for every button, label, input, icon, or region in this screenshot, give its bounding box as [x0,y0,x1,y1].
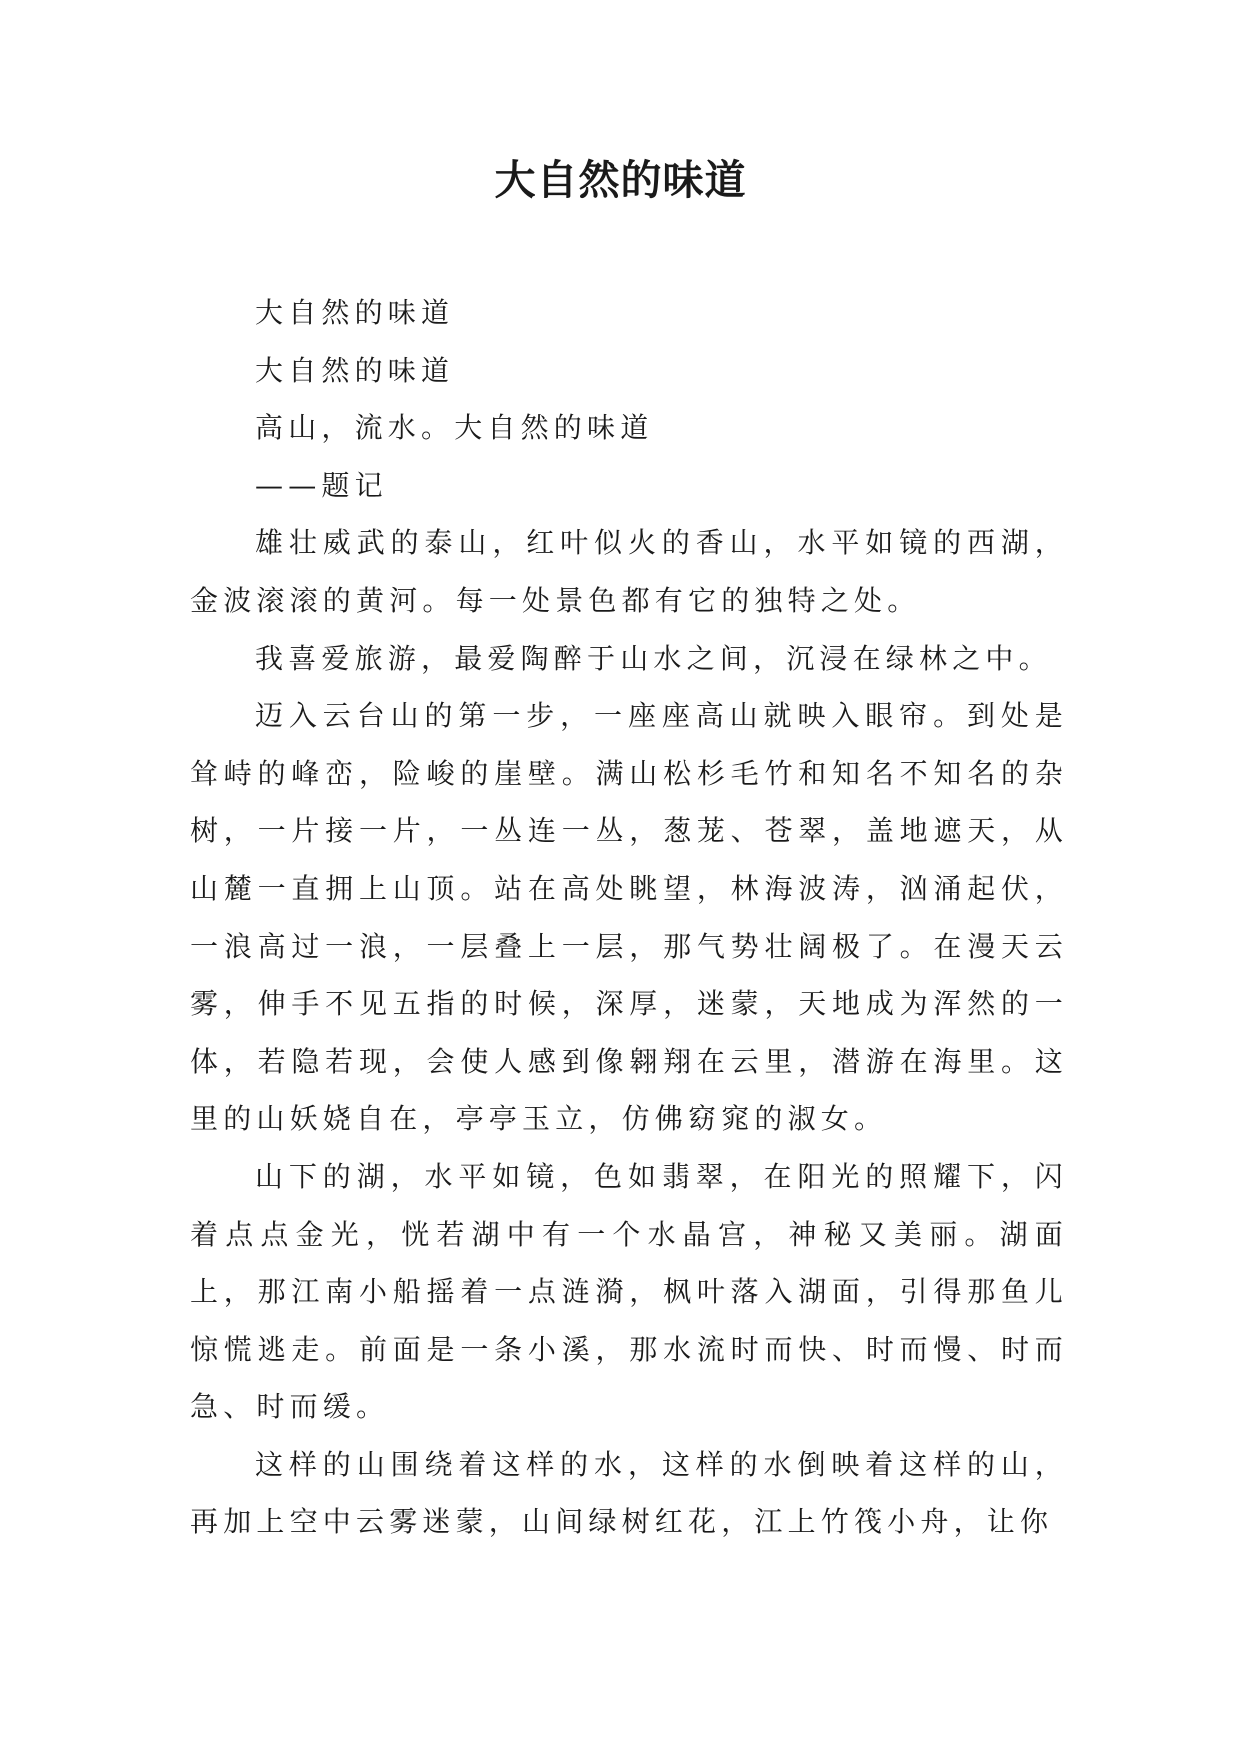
paragraph: 雄壮威武的泰山，红叶似火的香山，水平如镜的西湖，金波滚滚的黄河。每一处景色都有它的独特之处。 [190,526,1068,617]
paragraph: 大自然的味道 [255,353,455,387]
paragraph: 大自然的味道 [255,296,455,329]
epigraph-attribution: ——题记 [255,468,388,502]
document-title: 大自然的味道 [494,156,747,204]
paragraph: 迈入云台山的第一步，一座座高山就映入眼帘。到处是耸峙的峰峦，险峻的崖壁。满山松杉毛竹和知名不知名的杂树，一片接一片，一丛连一丛，葱茏、苍翠，盖地遮天，从山麓一直拥上山顶。站在高处眺望，林海波涛，汹涌起伏，一浪高过一浪，一层叠上一层，那气势壮阔极了。在漫天云雾，伸手不见五指的时候，深厚，迷蒙，天地成为浑然的一体，若隐若现，会使人感到像翱翔在云里，潜游在海里。这里的山妖娆自在，亭亭玉立，仿佛窈窕的淑女。 [190,699,1068,1136]
paragraph: 山下的湖，水平如镜，色如翡翠，在阳光的照耀下，闪着点点金光，恍若湖中有一个水晶宫，神秘又美丽。湖面上，那江南小船摇着一点涟漪，枫叶落入湖面，引得那鱼儿惊慌逃走。前面是一条小溪，那水流时而快、时而慢、时而急、时而缓。 [190,1159,1068,1424]
paragraph: 我喜爱旅游，最爱陶醉于山水之间，沉浸在绿林之中。 [255,641,1052,675]
paragraph: 高山，流水。大自然的味道 [255,411,654,445]
paragraph: 这样的山围绕着这样的水，这样的水倒映着这样的山，再加上空中云雾迷蒙，山间绿树红花，江上竹筏小舟，让你 [190,1447,1068,1539]
document-body [190,284,1068,1551]
